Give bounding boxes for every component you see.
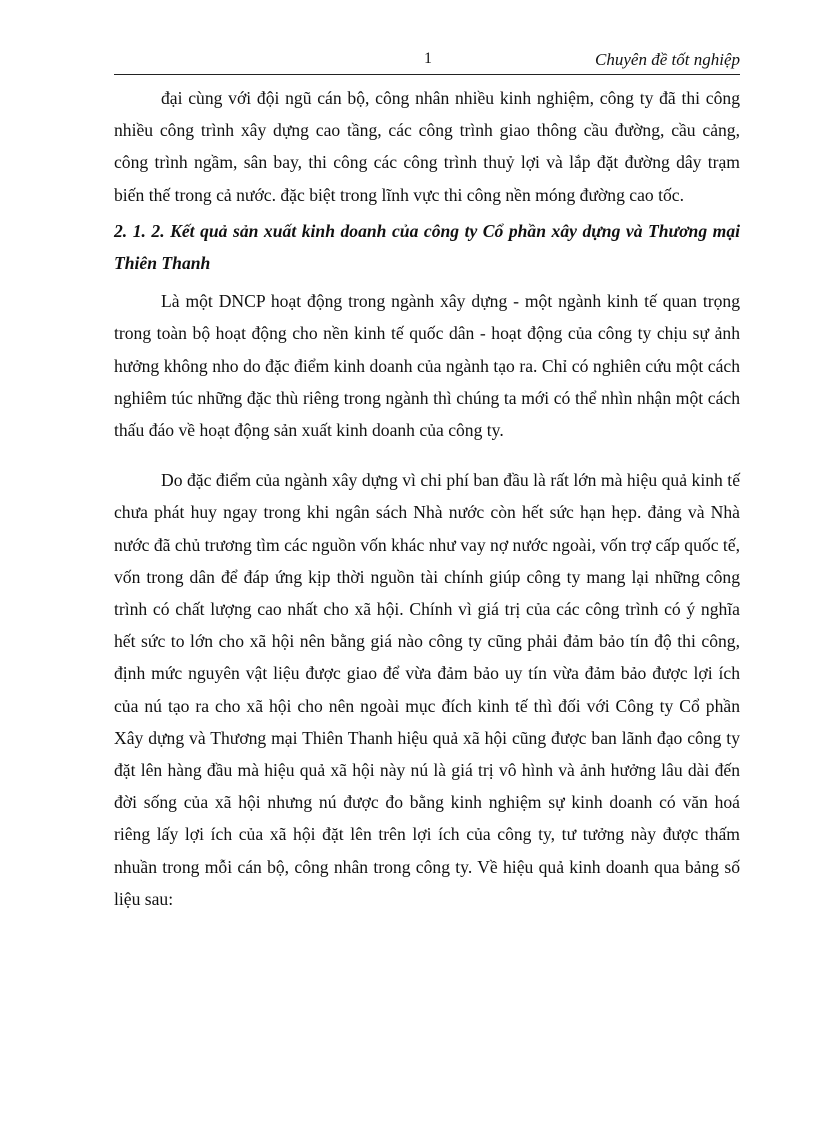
header-rule bbox=[114, 74, 740, 75]
page-header bbox=[114, 46, 740, 74]
document-body bbox=[114, 82, 740, 915]
page-number: 1 bbox=[424, 50, 432, 67]
header-title: Chuyên đề tốt nghiệp bbox=[595, 50, 740, 69]
paragraph: Do đặc điểm của ngành xây dựng vì chi phí ban đầu là rất lớn mà hiệu quả kinh tế chưa phát huy ngay trong khi ngân sách Nhà nước còn hết sức hạn hẹp. đảng và Nhà nước đã chủ trương tìm các nguồn vốn khác như vay nợ nước ngoài, vốn trợ cấp quốc tế, vốn trong dân để đáp ứng kịp thời nguồn tài chính giúp công ty mang lại những công trình có chất lượng cao nhất cho xã hội. Chính vì giá trị của các công trình có ý nghĩa hết sức to lớn cho xã hội nên bằng giá nào công ty cũng phải đảm bảo tín độ thi công, định mức nguyên vật liệu được giao để vừa đảm bảo uy tín vừa đảm bảo được lợi ích của nú tạo ra cho xã hội cho nên ngoài mục đích kinh tế thì đối với Công ty Cổ phần Xây dựng và Thương mại Thiên Thanh hiệu quả xã hội cũng được ban lãnh đạo công ty đặt lên hàng đầu mà hiệu quả xã hội này nú là giá trị vô hình và ảnh hưởng lâu dài đến đời sống của xã hội nhưng nú được đo bằng kinh nghiệm sự kinh doanh có văn hoá riêng lấy lợi ích của xã hội đặt lên trên lợi ích của công ty, tư tưởng này được thấm nhuần trong mỗi cán bộ, công nhân trong công ty. Về hiệu quả kinh doanh qua bảng số liệu sau: bbox=[114, 470, 740, 909]
paragraph-continuation: đại cùng với đội ngũ cán bộ, công nhân nhiều kinh nghiệm, công ty đã thi công nhiều công trình xây dựng cao tầng, các công trình giao thông cầu đường, cầu cảng, công trình ngầm, sân bay, thi công các công trình thuỷ lợi và lắp đặt đường dây trạm biến thế trong cả nước. đặc biệt trong lĩnh vực thi công nền móng đường cao tốc. bbox=[114, 88, 740, 205]
section-heading: 2. 1. 2. Kết quả sản xuất kinh doanh của công ty Cổ phần xây dựng và Thương mại Thiên Thanh bbox=[114, 220, 740, 274]
paragraph: Là một DNCP hoạt động trong ngành xây dựng - một ngành kinh tế quan trọng trong toàn bộ hoạt động cho nền kinh tế quốc dân - hoạt động của công ty chịu sự ảnh hưởng không nho do đặc điểm kinh doanh của ngành tạo ra. Chỉ có nghiên cứu một cách nghiêm túc những đặc thù riêng trong ngành thì chúng ta mới có thể nhìn nhận một cách thấu đáo về hoạt động sản xuất kinh doanh của công ty. bbox=[114, 291, 740, 441]
